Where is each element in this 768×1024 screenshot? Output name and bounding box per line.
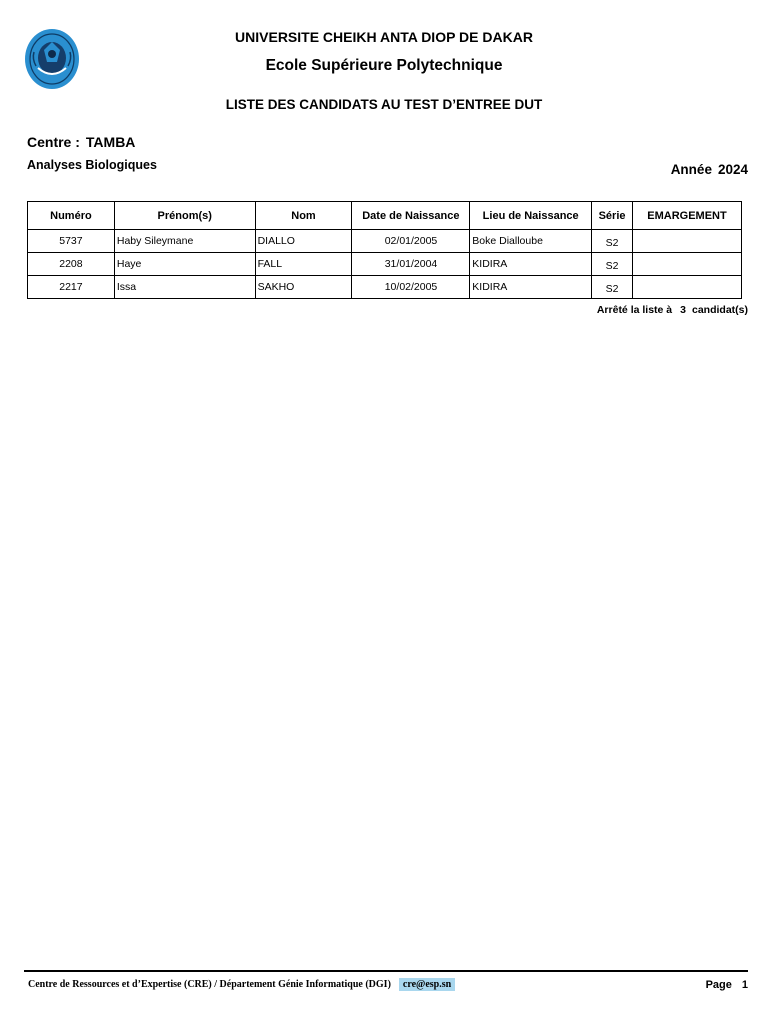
summary-prefix: Arrêté la liste à — [596, 304, 673, 316]
col-header-prenom: Prénom(s) — [114, 202, 255, 230]
cell-lieu-naissance: KIDIRA — [470, 253, 592, 276]
footer-department: Centre de Ressources et d’Expertise (CRE) / Département Génie Informatique (DGI) — [28, 979, 391, 990]
summary-suffix: candidat(s) — [691, 304, 748, 316]
cell-numero: 2217 — [28, 276, 115, 299]
candidates-table — [27, 201, 742, 299]
footer-divider — [24, 970, 748, 972]
cell-numero: 5737 — [28, 230, 115, 253]
cell-prenom: Issa — [114, 276, 255, 299]
list-summary — [597, 304, 748, 316]
cell-prenom: Haby Sileymane — [114, 230, 255, 253]
cell-date-naissance: 31/01/2004 — [352, 253, 470, 276]
page-label: Page — [705, 979, 732, 991]
table-row — [28, 276, 742, 299]
col-header-nom: Nom — [255, 202, 352, 230]
col-header-serie: Série — [592, 202, 633, 230]
cell-date-naissance: 10/02/2005 — [352, 276, 470, 299]
table-row — [28, 253, 742, 276]
cell-emargement — [633, 253, 742, 276]
col-header-lieu-naissance: Lieu de Naissance — [470, 202, 592, 230]
centre-line — [27, 134, 135, 150]
cell-serie: S2 — [592, 253, 633, 276]
year-label: Année — [670, 162, 712, 177]
cell-lieu-naissance: KIDIRA — [470, 276, 592, 299]
cell-serie: S2 — [592, 230, 633, 253]
centre-value: TAMBA — [85, 134, 136, 150]
year-value: 2024 — [717, 162, 748, 177]
list-title: LISTE DES CANDIDATS AU TEST D’ENTREE DUT — [225, 97, 543, 112]
cell-date-naissance: 02/01/2005 — [352, 230, 470, 253]
cell-emargement — [633, 230, 742, 253]
cell-serie: S2 — [592, 276, 633, 299]
col-header-date-naissance: Date de Naissance — [352, 202, 470, 230]
cell-lieu-naissance: Boke Dialloube — [470, 230, 592, 253]
table-row — [28, 230, 742, 253]
footer-email: cre@esp.sn — [399, 978, 455, 991]
cell-nom: SAKHO — [255, 276, 352, 299]
footer-credit — [28, 978, 455, 991]
col-header-numero: Numéro — [28, 202, 115, 230]
cell-emargement — [633, 276, 742, 299]
cell-nom: DIALLO — [255, 230, 352, 253]
school-name: Ecole Supérieure Polytechnique — [265, 57, 503, 74]
candidate-count: 3 — [680, 304, 686, 316]
year-line — [671, 162, 748, 177]
page-number: 1 — [741, 979, 748, 991]
col-header-emargement: EMARGEMENT — [633, 202, 742, 230]
cell-prenom: Haye — [114, 253, 255, 276]
page-indicator — [706, 979, 748, 991]
table-header-row — [28, 202, 742, 230]
cell-numero: 2208 — [28, 253, 115, 276]
centre-label: Centre : — [27, 134, 80, 150]
filiere-name: Analyses Biologiques — [27, 158, 157, 172]
university-name: UNIVERSITE CHEIKH ANTA DIOP DE DAKAR — [235, 29, 533, 45]
cell-nom: FALL — [255, 253, 352, 276]
